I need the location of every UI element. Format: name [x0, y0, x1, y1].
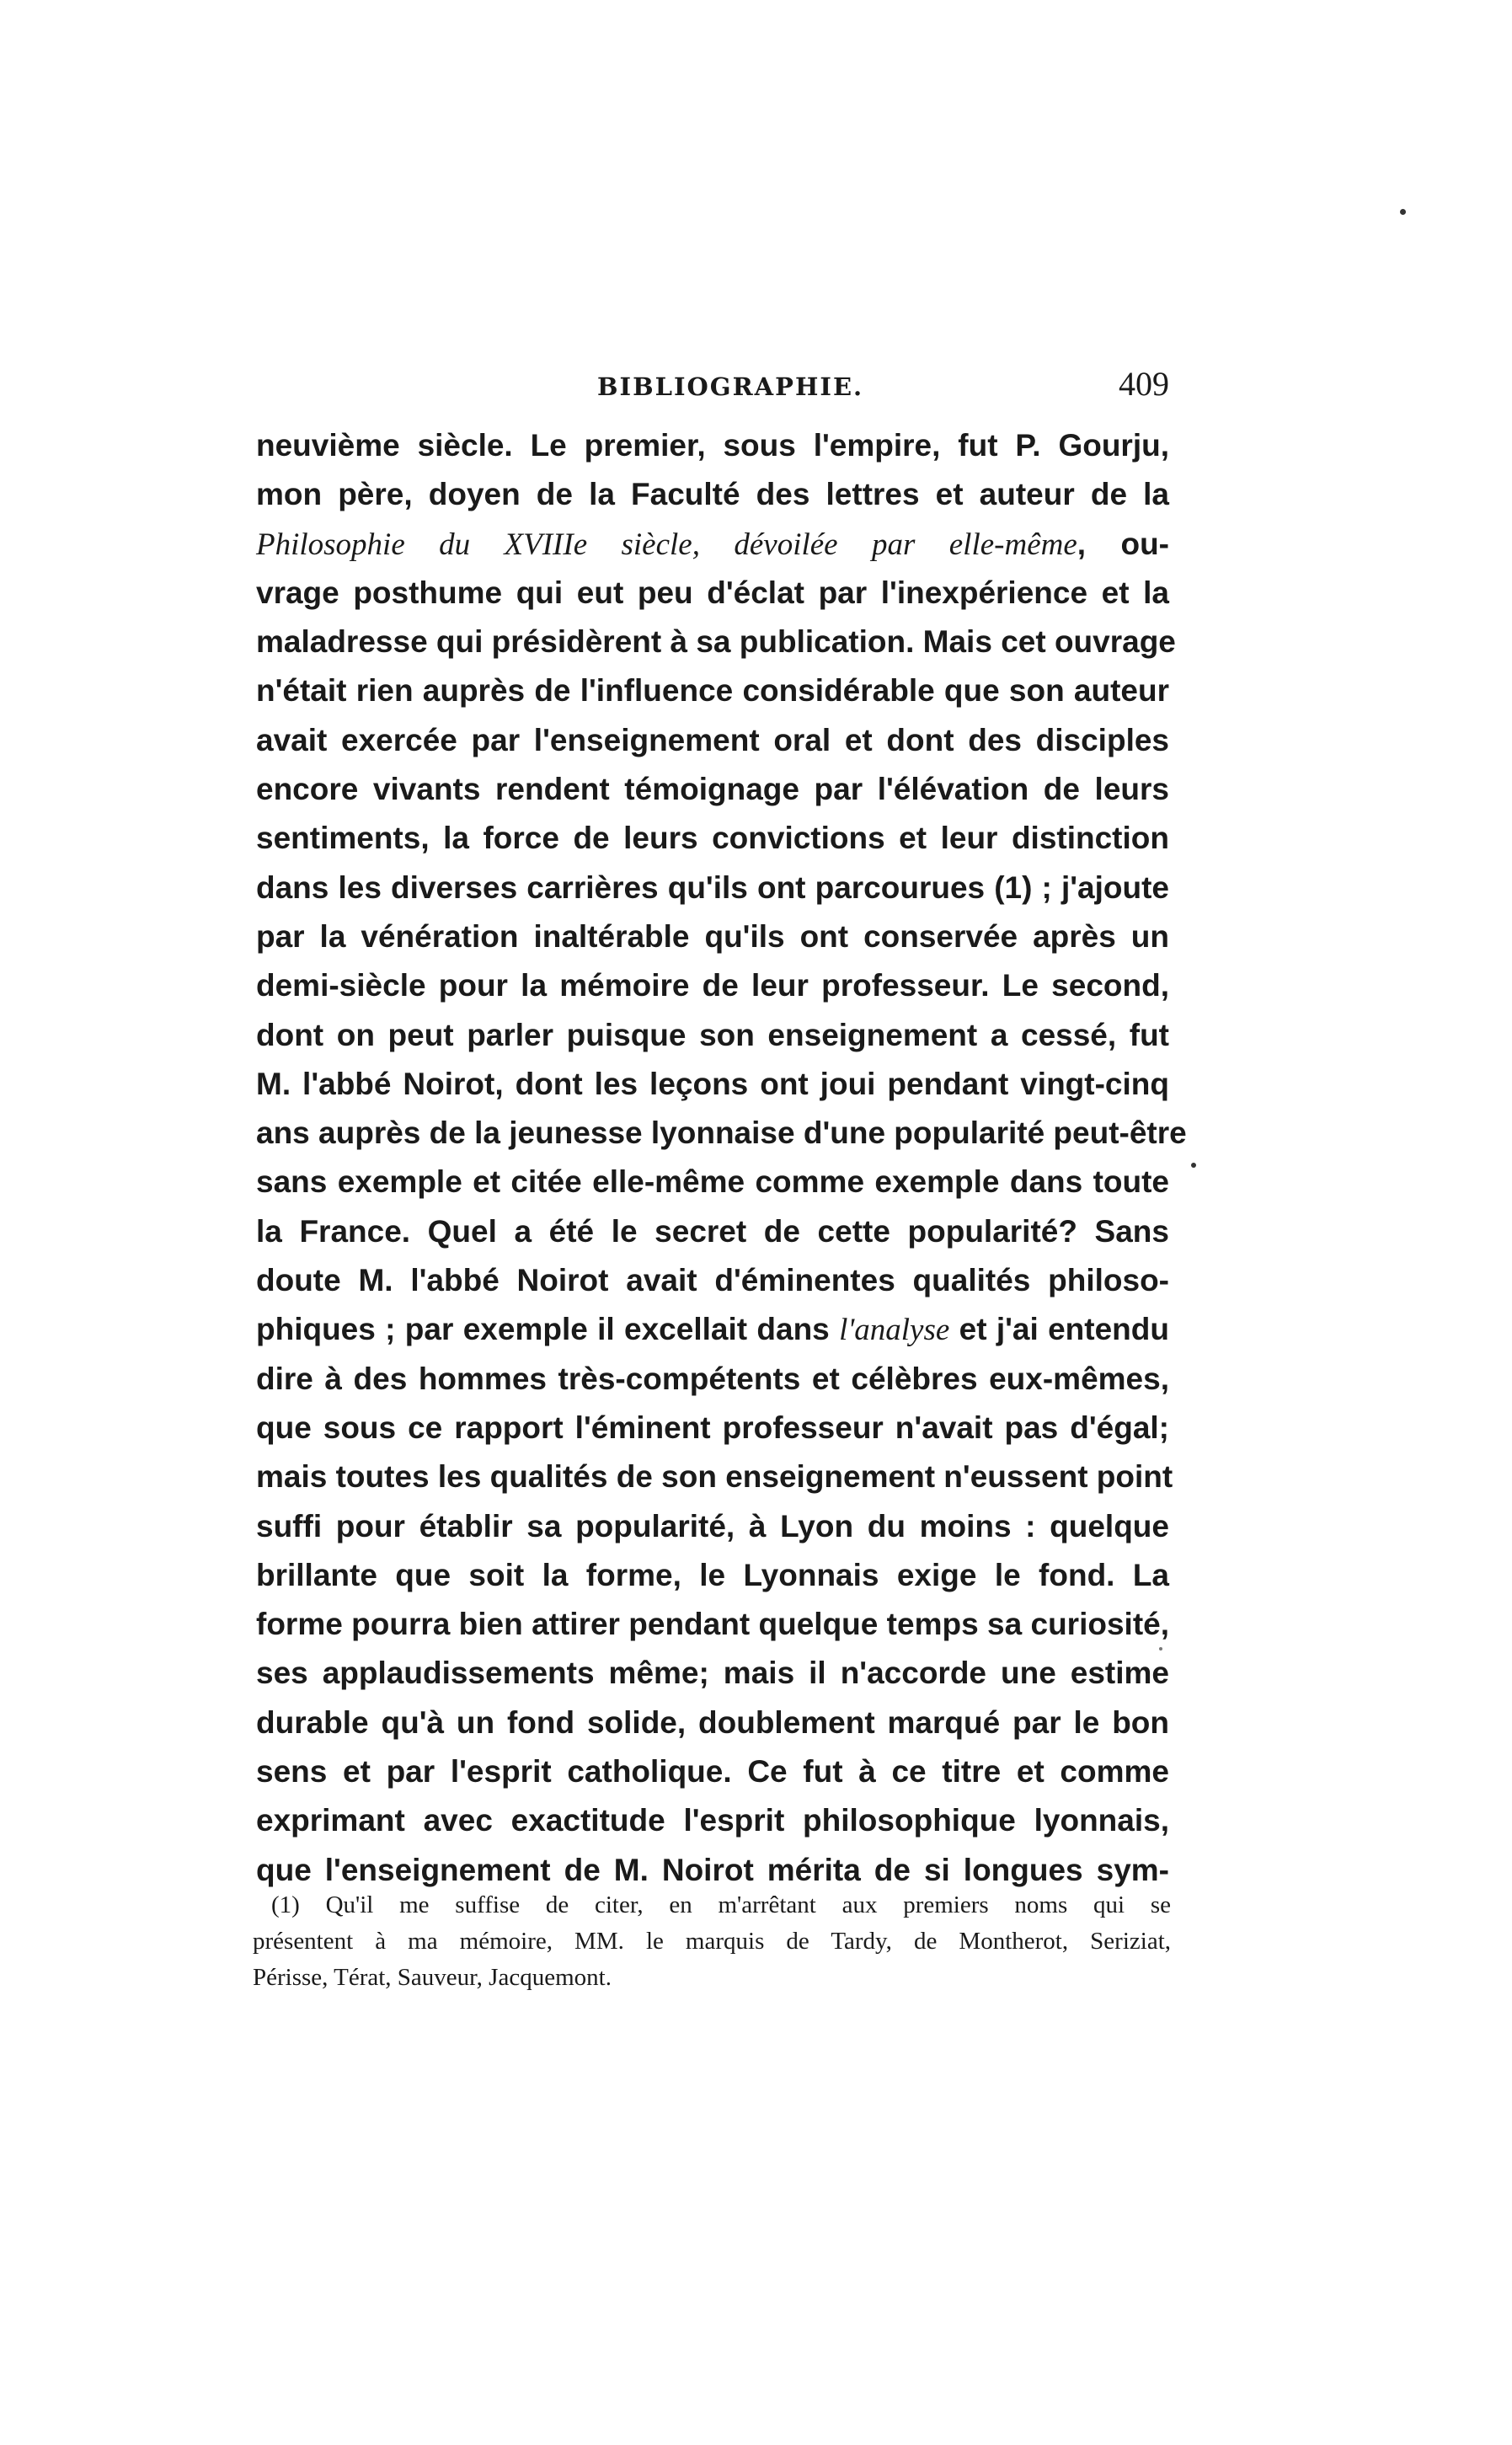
- text-line: durable qu'à un fond solide, doublement marqué par le bon: [256, 1704, 1169, 1740]
- text-line: suffi pour établir sa popularité, à Lyon du moins : quelque: [256, 1508, 1169, 1544]
- scan-speck: [1191, 1163, 1196, 1168]
- text-line: avait exercée par l'enseignement oral et dont des disciples: [256, 722, 1169, 757]
- text-line: que sous ce rapport l'éminent professeur n'avait pas d'égal;: [256, 1410, 1169, 1445]
- text-line: ans auprès de la jeunesse lyonnaise d'une popularité peut-être: [256, 1115, 1187, 1151]
- text-fragment: phiques ; par exemple il excellait dans: [256, 1312, 840, 1347]
- text-line: dans les diverses carrières qu'ils ont parcourues (1) ; j'ajoute: [256, 869, 1169, 905]
- text-line: demi-siècle pour la mémoire de leur professeur. Le second,: [256, 968, 1169, 1003]
- text-line: maladresse qui présidèrent à sa publication. Mais cet ouvrage: [256, 624, 1176, 660]
- text-line: sans exemple et citée elle-même comme exemple dans toute: [256, 1164, 1169, 1200]
- text-line: par la vénération inaltérable qu'ils ont conservée après un: [256, 918, 1169, 954]
- text-fragment: et j'ai entendu: [949, 1312, 1169, 1347]
- text-line: forme pourra bien attirer pendant quelque temps sa curiosité,: [256, 1607, 1169, 1642]
- text-line: dire à des hommes très-compétents et célèbres eux-mêmes,: [256, 1361, 1169, 1396]
- text-fragment: , ou-: [1077, 526, 1169, 561]
- footnote-line: présentent à ma mémoire, MM. le marquis de Tardy, de Montherot, Seriziat,: [253, 1928, 1171, 1955]
- book-title: Philosophie du XVIIIe siècle, dévoilée par elle-même: [256, 527, 1077, 562]
- footnote-line: (1) Qu'il me suffise de citer, en m'arrêtant aux premiers noms qui se: [271, 1891, 1171, 1918]
- scan-speck: [1159, 1647, 1162, 1651]
- text-line: n'était rien auprès de l'influence considérable que son auteur: [256, 673, 1169, 709]
- footnote: [253, 1887, 1171, 1996]
- running-head-title: BIBLIOGRAPHIE.: [597, 372, 864, 401]
- text-line: exprimant avec exactitude l'esprit philosophique lyonnais,: [256, 1803, 1169, 1838]
- main-text: [256, 421, 1187, 1895]
- text-line: encore vivants rendent témoignage par l'élévation de leurs: [256, 772, 1169, 807]
- text-line: mon père, doyen de la Faculté des lettres et auteur de la: [256, 477, 1169, 512]
- text-line: sentiments, la force de leurs convictions et leur distinction: [256, 821, 1169, 856]
- text-line: brillante que soit la forme, le Lyonnais exige le fond. La: [256, 1557, 1169, 1592]
- running-head: [256, 364, 1169, 415]
- footnote-line: Périsse, Térat, Sauveur, Jacquemont.: [253, 1964, 612, 1991]
- text-line: mais toutes les qualités de son enseignement n'eussent point: [256, 1459, 1173, 1495]
- text-line: dont on peut parler puisque son enseignement a cessé, fut: [256, 1017, 1169, 1052]
- text-line-with-emphasis: [256, 1305, 1169, 1354]
- text-line: doute M. l'abbé Noirot avait d'éminentes qualités philoso-: [256, 1263, 1169, 1298]
- text-line-with-title: [256, 520, 1169, 569]
- scan-speck: [1400, 209, 1406, 215]
- text-line: M. l'abbé Noirot, dont les leçons ont joui pendant vingt-cinq: [256, 1066, 1169, 1101]
- page-number: 409: [1119, 365, 1169, 403]
- text-line: sens et par l'esprit catholique. Ce fut à ce titre et comme: [256, 1754, 1169, 1790]
- text-line: vrage posthume qui eut peu d'éclat par l'inexpérience et la: [256, 575, 1169, 610]
- emphasized-word: l'analyse: [839, 1313, 950, 1348]
- text-line: la France. Quel a été le secret de cette popularité? Sans: [256, 1213, 1169, 1249]
- text-line: neuvième siècle. Le premier, sous l'empire, fut P. Gourju,: [256, 428, 1169, 463]
- text-line: ses applaudissements même; mais il n'accorde une estime: [256, 1656, 1169, 1691]
- text-line: que l'enseignement de M. Noirot mérita de si longues sym-: [256, 1852, 1169, 1887]
